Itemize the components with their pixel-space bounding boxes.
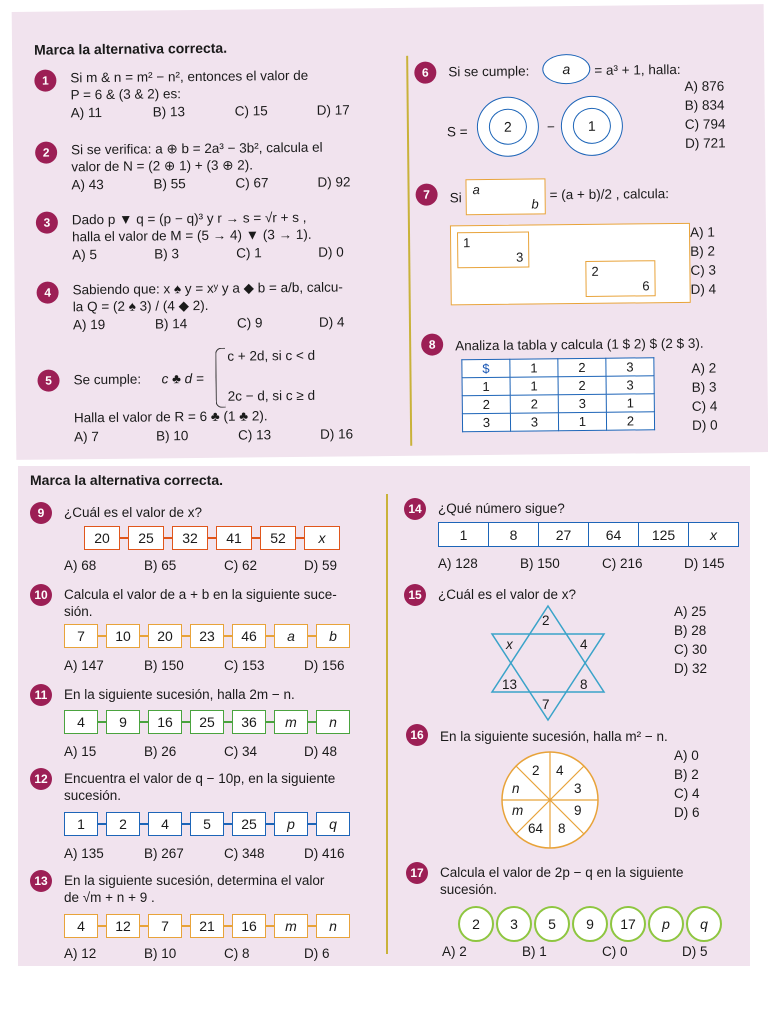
question-13-line-2: de √m + n + 9 . xyxy=(64,890,155,905)
sequence-14-table xyxy=(438,522,739,547)
question-number: 8 xyxy=(421,333,443,355)
option-d[interactable]: D) 5 xyxy=(682,944,708,959)
connector xyxy=(120,537,128,539)
option-b[interactable]: B) 26 xyxy=(144,744,177,759)
question-number: 17 xyxy=(406,862,428,884)
question-16-options xyxy=(674,746,700,822)
question-1-line-1a: Si xyxy=(70,70,87,86)
connector xyxy=(98,925,106,927)
option-d[interactable]: D) 0 xyxy=(318,244,344,260)
box-a: a xyxy=(472,182,480,198)
sequence-term: 9 xyxy=(572,906,608,942)
table-row xyxy=(462,394,654,414)
sequence-term: 17 xyxy=(610,906,646,942)
question-5-options xyxy=(74,426,353,444)
question-number: 1 xyxy=(34,69,56,91)
option-b[interactable]: B) 150 xyxy=(520,556,560,571)
question-5-case-1: c + 2d, si c < d xyxy=(227,347,316,364)
inner-box-2 xyxy=(585,260,655,297)
question-17-text xyxy=(440,864,684,898)
section-heading: Marca la alternativa correcta. xyxy=(33,39,228,58)
sequence-term: 36 xyxy=(232,710,266,734)
question-8-line: Analiza la tabla y calcula (1 $ 2) $ (2 $ 3). xyxy=(455,335,704,354)
question-16-line: En la siguiente sucesión, halla m² − n. xyxy=(440,729,668,744)
option-b[interactable]: B) 65 xyxy=(144,558,177,573)
option-b[interactable]: B) 1 xyxy=(522,944,547,959)
connector xyxy=(308,721,316,723)
question-number: 2 xyxy=(35,141,57,163)
sequence-term: 7 xyxy=(148,914,182,938)
sequence-term: 64 xyxy=(589,523,639,547)
table-cell: 2 xyxy=(558,376,606,395)
question-13-line-1: En la siguiente sucesión, determina el valor xyxy=(64,873,325,888)
question-3-text xyxy=(72,209,312,246)
question-15-line: ¿Cuál es el valor de x? xyxy=(438,587,577,602)
option-d[interactable]: D) 32 xyxy=(674,661,708,676)
connector xyxy=(224,823,232,825)
question-1-options xyxy=(71,102,350,120)
question-5-case-2: 2c − d, si c ≥ d xyxy=(227,387,316,404)
option-b[interactable]: B) 14 xyxy=(154,316,188,332)
inner-circle-2: 1 xyxy=(573,108,611,144)
table-cell: $ xyxy=(462,359,510,378)
question-2-text xyxy=(71,139,323,176)
table-row xyxy=(462,358,654,378)
option-d[interactable]: D) 4 xyxy=(318,314,345,330)
sequence-term: 25 xyxy=(190,710,224,734)
connector xyxy=(182,823,190,825)
question-2-line-2: valor de N = (2 ⊕ 1) + (3 ⊕ 2). xyxy=(71,157,254,175)
sequence-term: 23 xyxy=(190,624,224,648)
connector xyxy=(296,537,304,539)
question-12-text xyxy=(64,770,335,804)
sequence-term: q xyxy=(686,906,722,942)
sequence-term: 3 xyxy=(496,906,532,942)
table-cell: 2 xyxy=(558,358,606,377)
option-a[interactable]: A) 19 xyxy=(72,316,106,333)
option-a[interactable]: A) 135 xyxy=(64,846,104,861)
option-b[interactable]: B) 13 xyxy=(152,104,186,120)
option-a[interactable]: A) 2 xyxy=(691,360,717,376)
option-c[interactable]: C) 67 xyxy=(235,175,269,191)
question-1-line-2: P = 6 & (3 & 2) es: xyxy=(70,86,182,103)
table-row xyxy=(462,412,654,432)
piecewise-brace xyxy=(215,348,226,408)
option-c[interactable]: C) 62 xyxy=(224,558,258,573)
operation-table xyxy=(461,357,655,432)
sequence-17 xyxy=(458,906,724,942)
s-label: S = xyxy=(446,124,468,140)
table-cell: 1 xyxy=(558,412,606,431)
table-cell: 1 xyxy=(606,394,654,413)
sequence-term: p xyxy=(648,906,684,942)
sequence-term: q xyxy=(316,812,350,836)
option-c[interactable]: C) 34 xyxy=(224,744,258,759)
sequence-term: 41 xyxy=(216,526,252,550)
option-a[interactable]: A) 7 xyxy=(74,429,99,445)
question-2-line-1: Si se verifica: a ⊕ b = 2a³ − 3b², calcula el xyxy=(71,139,323,158)
question-7-options xyxy=(690,223,716,299)
sequence-term: 1 xyxy=(64,812,98,836)
option-c[interactable]: C) 1 xyxy=(236,245,262,261)
question-17-line-2: sucesión. xyxy=(440,882,498,897)
option-a[interactable]: A) 68 xyxy=(64,558,97,573)
table-cell: 3 xyxy=(510,413,558,432)
connector xyxy=(140,721,148,723)
table-cell: 1 xyxy=(510,359,558,378)
worksheet-bottom xyxy=(18,466,750,966)
sequence-term: 25 xyxy=(128,526,164,550)
question-12-options xyxy=(64,846,345,861)
question-10-line-1: Calcula el valor de a + b en la siguiente suce- xyxy=(64,587,337,602)
question-6-line-1a: Si se cumple: xyxy=(448,63,530,80)
question-1-line-1 xyxy=(70,67,308,86)
question-number: 3 xyxy=(36,211,58,233)
connector xyxy=(224,635,232,637)
option-a[interactable]: A) 12 xyxy=(64,946,97,961)
question-4-line-2: la Q = (2 ♠ 3) / (4 ◆ 2). xyxy=(72,297,209,315)
option-d[interactable]: D) 156 xyxy=(304,658,345,673)
connector xyxy=(182,635,190,637)
question-number: 9 xyxy=(30,502,52,524)
question-5-line-2: Halla el valor de R = 6 ♣ (1 ♣ 2). xyxy=(73,408,268,426)
sequence-10 xyxy=(64,624,350,648)
sequence-term: 5 xyxy=(190,812,224,836)
connector xyxy=(266,635,274,637)
sequence-term: 4 xyxy=(148,812,182,836)
option-a[interactable]: A) 43 xyxy=(71,176,104,193)
question-8-options xyxy=(691,359,717,435)
sequence-13 xyxy=(64,914,350,938)
inner-circle-1: 2 xyxy=(489,109,527,145)
worksheet-top xyxy=(12,4,768,460)
sequence-term: n xyxy=(316,710,350,734)
option-a[interactable]: A) 0 xyxy=(674,748,699,763)
question-number: 13 xyxy=(30,870,52,892)
question-6-options xyxy=(684,76,725,152)
question-12-line-1: Encuentra el valor de q − 10p, en la siguiente xyxy=(64,771,336,786)
question-10-text xyxy=(64,586,337,620)
table-cell: 2 xyxy=(510,395,558,414)
sequence-term: 16 xyxy=(232,914,266,938)
connector xyxy=(266,823,274,825)
question-number: 12 xyxy=(30,768,52,790)
question-14-options xyxy=(438,556,725,571)
star-bottom-right-value: 8 xyxy=(580,677,588,692)
connector xyxy=(266,721,274,723)
expression-box xyxy=(450,223,691,306)
question-6-line-1b: = a³ + 1, halla: xyxy=(594,61,681,78)
option-a[interactable]: A) 128 xyxy=(438,556,478,571)
star-left-value: x xyxy=(506,637,513,652)
question-11-options xyxy=(64,744,337,759)
option-b[interactable]: B) 55 xyxy=(153,176,186,192)
operator-box xyxy=(465,178,545,215)
option-b[interactable]: B) 834 xyxy=(684,97,725,113)
star-top-value: 2 xyxy=(542,613,550,628)
sequence-term: 8 xyxy=(489,523,539,547)
connector xyxy=(98,721,106,723)
option-c[interactable]: C) 4 xyxy=(691,398,718,414)
table-cell: 3 xyxy=(462,413,510,432)
option-c[interactable]: C) 8 xyxy=(224,946,250,961)
sequence-term: m xyxy=(274,914,308,938)
table-cell: 2 xyxy=(462,395,510,414)
wheel-value: n xyxy=(512,781,520,796)
option-a[interactable]: A) 147 xyxy=(64,658,104,673)
sequence-term: 16 xyxy=(148,710,182,734)
sequence-term: b xyxy=(316,624,350,648)
option-c[interactable]: C) 9 xyxy=(236,315,263,331)
sequence-term: 7 xyxy=(64,624,98,648)
question-13-options xyxy=(64,946,330,961)
option-d[interactable]: D) 17 xyxy=(316,102,350,118)
box-1-bottom: 3 xyxy=(515,249,524,265)
option-c[interactable]: C) 15 xyxy=(234,103,268,119)
question-3-line-2: halla el valor de M = (5 → 4) ▼ (3 → 1). xyxy=(71,226,312,245)
sequence-term: 2 xyxy=(458,906,494,942)
option-c[interactable]: C) 216 xyxy=(602,556,643,571)
sequence-term: 4 xyxy=(64,710,98,734)
sequence-term: p xyxy=(274,812,308,836)
sequence-term: 46 xyxy=(232,624,266,648)
option-d[interactable]: D) 6 xyxy=(304,946,330,961)
option-c[interactable]: C) 3 xyxy=(690,262,717,278)
question-4-text xyxy=(72,278,343,315)
option-c[interactable]: C) 4 xyxy=(674,786,700,801)
question-9-options xyxy=(64,558,337,573)
question-10-line-2: sión. xyxy=(64,604,93,619)
table-row xyxy=(439,523,739,547)
option-b[interactable]: B) 3 xyxy=(691,379,717,395)
number-wheel xyxy=(498,748,602,852)
connector xyxy=(98,823,106,825)
question-number: 10 xyxy=(30,584,52,606)
star-bottom-value: 7 xyxy=(542,697,550,712)
option-b[interactable]: B) 10 xyxy=(144,946,177,961)
question-3-options xyxy=(72,244,344,262)
option-c[interactable]: C) 153 xyxy=(224,658,265,673)
sequence-term: 25 xyxy=(232,812,266,836)
option-a[interactable]: A) 11 xyxy=(70,105,103,121)
wheel-value: 9 xyxy=(574,803,582,818)
question-1-line-1b: m & n = m² − n², entonces el valor de xyxy=(86,67,309,86)
question-17-line-1: Calcula el valor de 2p − q en la siguiente xyxy=(440,865,684,880)
table-cell: 1 xyxy=(462,377,510,396)
question-number: 5 xyxy=(37,369,59,391)
option-a[interactable]: A) 5 xyxy=(72,247,98,263)
connector xyxy=(266,925,274,927)
wheel-value: 64 xyxy=(528,821,544,836)
sequence-term: 2 xyxy=(106,812,140,836)
star-right-value: 4 xyxy=(580,637,588,652)
question-7-si: Si xyxy=(449,190,462,206)
question-13-text xyxy=(64,872,324,906)
option-a[interactable]: A) 1 xyxy=(689,224,715,240)
sequence-term: 20 xyxy=(148,624,182,648)
box-2-top: 2 xyxy=(591,263,599,279)
sequence-11 xyxy=(64,710,350,734)
connector xyxy=(98,635,106,637)
question-4-line-1: Sabiendo que: x ♠ y = xʸ y a ◆ b = a/b, calcu- xyxy=(72,279,343,298)
box-1-top: 1 xyxy=(463,235,471,251)
connector xyxy=(182,925,190,927)
option-b[interactable]: B) 2 xyxy=(690,243,716,259)
sequence-12 xyxy=(64,812,350,836)
wheel-value: 2 xyxy=(532,763,540,778)
table-row xyxy=(462,376,654,396)
option-d[interactable]: D) 6 xyxy=(674,805,700,820)
sequence-term: x xyxy=(689,523,739,547)
question-10-options xyxy=(64,658,345,673)
option-d[interactable]: D) 4 xyxy=(690,281,717,297)
sequence-term: 125 xyxy=(639,523,689,547)
sequence-term: 9 xyxy=(106,710,140,734)
wheel-value: 3 xyxy=(574,781,582,796)
sequence-term: a xyxy=(274,624,308,648)
table-cell: 1 xyxy=(510,377,558,396)
question-11-line: En la siguiente sucesión, halla 2m − n. xyxy=(64,687,295,702)
sequence-9 xyxy=(84,526,340,550)
option-b[interactable]: B) 2 xyxy=(674,767,699,782)
table-cell: 3 xyxy=(606,376,654,395)
option-d[interactable]: D) 0 xyxy=(691,417,718,433)
question-number: 11 xyxy=(30,684,52,706)
option-b[interactable]: B) 267 xyxy=(144,846,184,861)
sequence-term: 52 xyxy=(260,526,296,550)
option-c[interactable]: C) 794 xyxy=(684,116,726,132)
question-number: 14 xyxy=(404,498,426,520)
option-d[interactable]: D) 16 xyxy=(320,426,354,442)
question-2-options xyxy=(71,174,350,192)
question-9-line: ¿Cuál es el valor de x? xyxy=(64,505,203,520)
sequence-term: n xyxy=(316,914,350,938)
question-12-line-2: sucesión. xyxy=(64,788,122,803)
option-a[interactable]: A) 2 xyxy=(442,944,467,959)
star-bottom-left-value: 13 xyxy=(502,677,518,692)
option-d[interactable]: D) 416 xyxy=(304,846,345,861)
option-b[interactable]: B) 3 xyxy=(154,246,180,262)
connector xyxy=(308,823,316,825)
option-d[interactable]: D) 48 xyxy=(304,744,338,759)
table-cell: 2 xyxy=(606,412,654,431)
option-c[interactable]: C) 0 xyxy=(602,944,628,959)
option-d[interactable]: D) 145 xyxy=(684,556,725,571)
sequence-term: x xyxy=(304,526,340,550)
sequence-term: 20 xyxy=(84,526,120,550)
connector xyxy=(224,721,232,723)
option-c[interactable]: C) 348 xyxy=(224,846,265,861)
sequence-term: 12 xyxy=(106,914,140,938)
table-cell: 3 xyxy=(606,358,654,377)
option-b[interactable]: B) 150 xyxy=(144,658,184,673)
question-4-options xyxy=(73,314,345,332)
sequence-term: m xyxy=(274,710,308,734)
question-1-text xyxy=(70,67,308,103)
wheel-value: 4 xyxy=(556,763,564,778)
question-number: 6 xyxy=(414,62,436,84)
wheel-value: 8 xyxy=(558,821,566,836)
inner-box-1 xyxy=(457,232,529,269)
option-a[interactable]: A) 25 xyxy=(674,604,707,619)
question-5-intro: Se cumple: xyxy=(73,371,142,388)
connector xyxy=(140,823,148,825)
sequence-term: 5 xyxy=(534,906,570,942)
option-a[interactable]: A) 876 xyxy=(684,78,725,94)
option-b[interactable]: B) 28 xyxy=(674,623,707,638)
column-divider xyxy=(386,494,388,954)
question-5-lhs: c ♣ d = xyxy=(161,370,204,387)
question-7-eq: = (a + b)/2 , calcula: xyxy=(549,186,670,203)
wheel-value: m xyxy=(512,803,524,818)
question-number: 15 xyxy=(404,584,426,606)
option-d[interactable]: D) 721 xyxy=(685,135,726,151)
question-17-options xyxy=(442,944,708,959)
option-a[interactable]: A) 15 xyxy=(64,744,97,759)
connector xyxy=(140,635,148,637)
connector xyxy=(140,925,148,927)
minus-sign: − xyxy=(546,119,555,135)
sequence-term: 4 xyxy=(64,914,98,938)
box-b: b xyxy=(531,196,539,212)
connector xyxy=(224,925,232,927)
connector xyxy=(208,537,216,539)
sequence-term: 1 xyxy=(439,523,489,547)
column-divider xyxy=(406,56,412,446)
question-number: 7 xyxy=(415,183,437,205)
question-15-options xyxy=(674,602,707,678)
connector xyxy=(308,925,316,927)
question-number: 4 xyxy=(37,281,59,303)
section-heading: Marca la alternativa correcta. xyxy=(30,472,223,488)
option-d[interactable]: D) 59 xyxy=(304,558,338,573)
sequence-term: 21 xyxy=(190,914,224,938)
connector xyxy=(182,721,190,723)
question-14-line: ¿Qué número sigue? xyxy=(438,501,565,516)
table-cell: 3 xyxy=(558,394,606,413)
connector xyxy=(164,537,172,539)
sequence-term: 10 xyxy=(106,624,140,648)
question-3-line-1: Dado p ▼ q = (p − q)³ y r → s = √r + s , xyxy=(71,209,307,228)
option-c[interactable]: C) 30 xyxy=(674,642,708,657)
operator-circle: a xyxy=(542,54,590,85)
option-b[interactable]: B) 10 xyxy=(156,428,189,444)
question-number: 16 xyxy=(406,724,428,746)
sequence-term: 32 xyxy=(172,526,208,550)
box-2-bottom: 6 xyxy=(642,278,650,294)
option-d[interactable]: D) 92 xyxy=(317,174,351,190)
connector xyxy=(308,635,316,637)
sequence-term: 27 xyxy=(539,523,589,547)
connector xyxy=(252,537,260,539)
option-c[interactable]: C) 13 xyxy=(238,427,272,443)
